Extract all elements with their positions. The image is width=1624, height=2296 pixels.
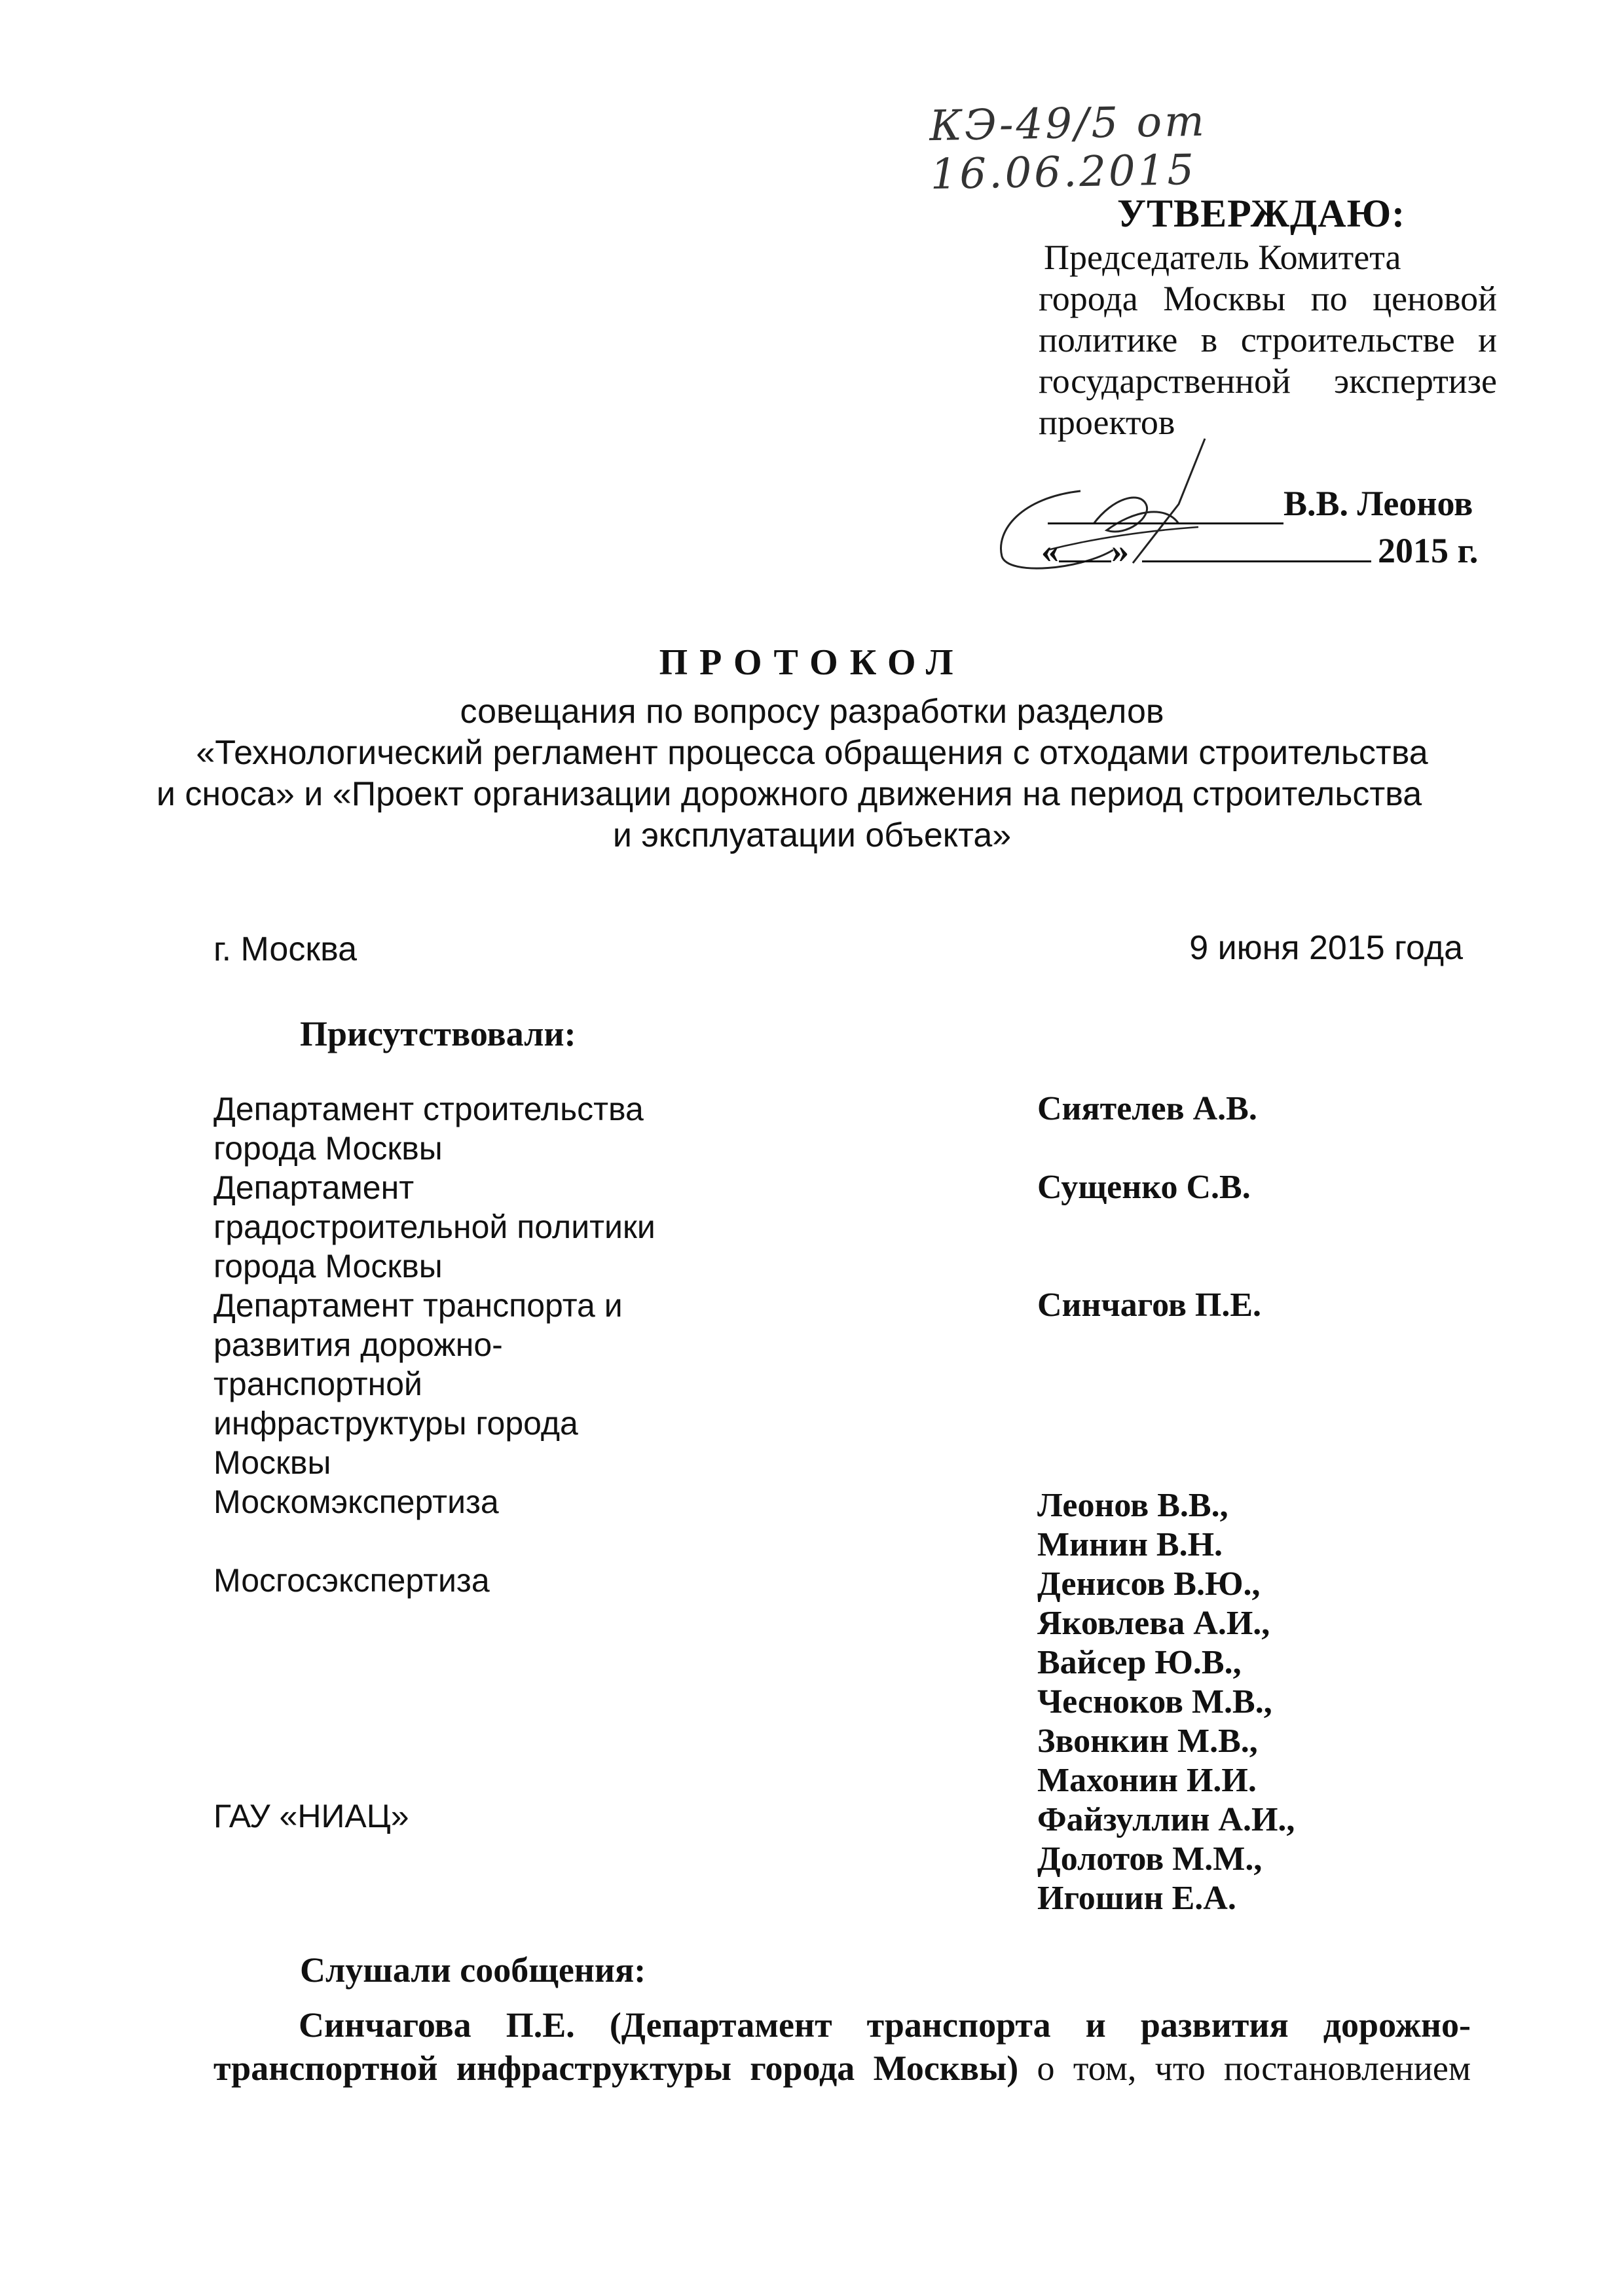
org-line: развития дорожно- xyxy=(213,1326,503,1363)
org-line: города Москвы xyxy=(213,1130,443,1167)
approval-year: 2015 г. xyxy=(1378,531,1479,570)
speaker-line: Синчагова П.Е. (Департамент транспорта и развития дорожно- xyxy=(299,2005,1471,2045)
approver-position xyxy=(1039,237,1497,443)
subtitle-line: и эксплуатации объекта» xyxy=(612,816,1012,854)
person-name: Сиятелев А.В. xyxy=(1037,1090,1257,1127)
attendee-people xyxy=(1037,1286,1261,1325)
org-line: города Москвы xyxy=(213,1248,443,1285)
org-line: Департамент xyxy=(213,1169,415,1206)
attendee-org xyxy=(213,1168,655,1286)
attendee-people xyxy=(1037,1486,1228,1565)
person-name: Леонов В.В., xyxy=(1037,1487,1228,1524)
open-quote: « xyxy=(1041,531,1059,570)
person-name: Яковлева А.И., xyxy=(1037,1605,1270,1642)
attendee-org xyxy=(213,1089,644,1168)
month-blank xyxy=(1142,532,1371,562)
person-name: Денисов В.Ю., xyxy=(1037,1565,1261,1603)
approver-position-line: государственной экспертизе xyxy=(1039,361,1497,401)
approval-date-row xyxy=(1041,530,1478,571)
person-name: Вайсер Ю.В., xyxy=(1037,1644,1242,1681)
org-line: Москвы xyxy=(213,1444,331,1481)
person-name: Синчагов П.Е. xyxy=(1037,1286,1262,1324)
approver-position-line: политике в строительстве и xyxy=(1039,320,1497,359)
document-date: 9 июня 2015 года xyxy=(1189,929,1463,967)
document-subtitle xyxy=(0,691,1624,856)
approver-position-line: города Москвы по ценовой xyxy=(1039,279,1497,318)
org-line: Москомэкспертиза xyxy=(213,1484,499,1520)
person-name: Сущенко С.В. xyxy=(1037,1169,1251,1206)
person-name: Махонин И.И. xyxy=(1037,1762,1257,1799)
person-name: Файзуллин А.И., xyxy=(1037,1801,1295,1838)
org-line: инфраструктуры города xyxy=(213,1405,578,1442)
handwritten-registration-note xyxy=(929,72,1388,200)
document-city: г. Москва xyxy=(213,930,358,968)
registration-note-text: КЭ-49/5 от 16.06.2015 xyxy=(929,97,1208,200)
signer-name: В.В. Леонов xyxy=(1283,484,1473,523)
person-name: Долотов М.М., xyxy=(1037,1840,1263,1878)
signature-line xyxy=(1048,522,1283,524)
org-line: Департамент транспорта и xyxy=(213,1287,623,1324)
attendee-org xyxy=(213,1561,490,1600)
org-line: Департамент строительства xyxy=(213,1091,644,1127)
attendee-people xyxy=(1037,1089,1257,1129)
approval-heading: УТВЕРЖДАЮ: xyxy=(1117,192,1406,235)
speaker-line-cont: транспортной инфраструктуры города Москвы) xyxy=(213,2049,1019,2088)
approver-position-line: проектов xyxy=(1039,403,1175,442)
attendee-org xyxy=(213,1286,623,1482)
attendee-org xyxy=(213,1796,409,1836)
subtitle-line: «Технологический регламент процесса обращения с отходами строительства xyxy=(196,734,1428,772)
attendee-people xyxy=(1037,1800,1295,1918)
document-title: ПРОТОКОЛ xyxy=(659,642,965,683)
person-name: Чесноков М.В., xyxy=(1037,1683,1272,1721)
close-quote: » xyxy=(1111,531,1129,570)
person-name: Игошин Е.А. xyxy=(1037,1880,1236,1917)
attendee-people xyxy=(1037,1168,1251,1207)
subtitle-line: и сноса» и «Проект организации дорожного движения на период строительства xyxy=(156,775,1422,813)
org-line: градостроительной политики xyxy=(213,1209,655,1245)
org-line: транспортной xyxy=(213,1366,422,1402)
person-name: Минин В.Н. xyxy=(1037,1526,1223,1563)
heard-paragraph xyxy=(213,2003,1471,2090)
subtitle-line: совещания по вопросу разработки разделов xyxy=(460,693,1164,731)
org-line: ГАУ «НИАЦ» xyxy=(213,1798,409,1834)
day-blank xyxy=(1059,532,1111,562)
person-name: Звонкин М.В., xyxy=(1037,1722,1258,1760)
paragraph-text: о том, что постановлением xyxy=(1018,2049,1471,2088)
org-line: Мосгосэкспертиза xyxy=(213,1562,490,1599)
heard-heading: Слушали сообщения: xyxy=(300,1950,646,1990)
approver-position-line: Председатель Комитета xyxy=(1044,238,1401,277)
attendee-people xyxy=(1037,1565,1272,1800)
attendee-org xyxy=(213,1482,499,1522)
attendees-heading: Присутствовали: xyxy=(300,1014,576,1053)
